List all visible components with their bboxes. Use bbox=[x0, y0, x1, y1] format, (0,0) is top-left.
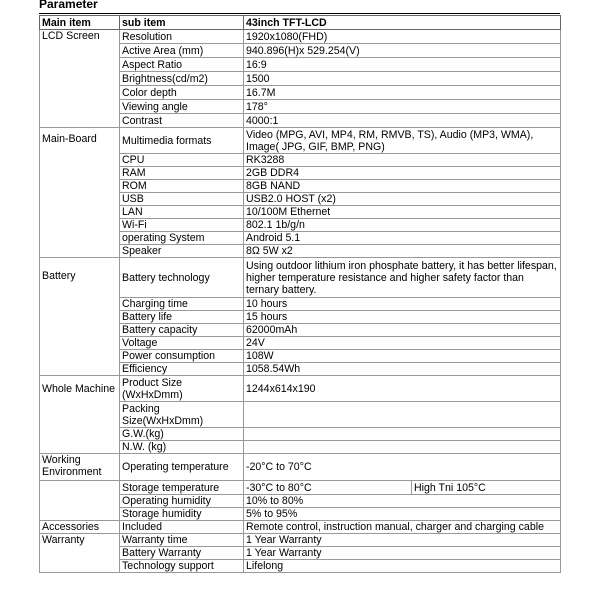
sub-item: Contrast bbox=[120, 114, 244, 128]
value: 5% to 95% bbox=[244, 508, 561, 521]
table-row bbox=[40, 376, 561, 402]
group-main-board: Main-Board bbox=[40, 128, 120, 258]
sub-item: Product Size (WxHxDmm) bbox=[120, 376, 244, 402]
sub-item: Efficiency bbox=[120, 363, 244, 376]
header-value: 43inch TFT-LCD bbox=[244, 16, 561, 30]
sub-item: USB bbox=[120, 193, 244, 206]
value: Android 5.1 bbox=[244, 232, 561, 245]
sub-item: Battery capacity bbox=[120, 324, 244, 337]
page-title: Parameter bbox=[39, 0, 98, 11]
extra-value: High Tni 105°C bbox=[412, 481, 561, 495]
header-sub-item: sub item bbox=[120, 16, 244, 30]
value: 1920x1080(FHD) bbox=[244, 30, 561, 44]
table-row bbox=[40, 258, 561, 298]
value: 178° bbox=[244, 100, 561, 114]
sub-item: Warranty time bbox=[120, 534, 244, 547]
value: 8Ω 5W x2 bbox=[244, 245, 561, 258]
group-whole-machine: Whole Machine bbox=[40, 376, 120, 454]
sub-item: Active Area (mm) bbox=[120, 44, 244, 58]
value: -30°C to 80°C bbox=[244, 481, 412, 495]
value: 16:9 bbox=[244, 58, 561, 72]
value: 940.896(H)x 529.254(V) bbox=[244, 44, 561, 58]
sub-item: CPU bbox=[120, 154, 244, 167]
sub-item: Battery Warranty bbox=[120, 547, 244, 560]
value: USB2.0 HOST (x2) bbox=[244, 193, 561, 206]
value bbox=[244, 428, 561, 441]
group-working-environment: Working Environment bbox=[40, 454, 120, 481]
value: 16.7M bbox=[244, 86, 561, 100]
sub-item: Technology support bbox=[120, 560, 244, 573]
header-main-item: Main item bbox=[40, 16, 120, 30]
table-row bbox=[40, 454, 561, 481]
sub-item: Storage humidity bbox=[120, 508, 244, 521]
sub-item: Packing Size(WxHxDmm) bbox=[120, 402, 244, 428]
value: 1 Year Warranty bbox=[244, 534, 561, 547]
title-rule bbox=[39, 13, 560, 14]
group-accessories: Accessories bbox=[40, 521, 120, 534]
value: Using outdoor lithium iron phosphate battery, it has better lifespan, higher temperature resistance and higher safety factor than ternary battery. bbox=[244, 258, 561, 298]
value: Lifelong bbox=[244, 560, 561, 573]
sub-item: Aspect Ratio bbox=[120, 58, 244, 72]
value: 1 Year Warranty bbox=[244, 547, 561, 560]
value: 62000mAh bbox=[244, 324, 561, 337]
sub-item: Color depth bbox=[120, 86, 244, 100]
group-battery: Battery bbox=[40, 258, 120, 376]
table-row bbox=[40, 128, 561, 154]
sub-item: Multimedia formats bbox=[120, 128, 244, 154]
sub-item: LAN bbox=[120, 206, 244, 219]
value: 8GB NAND bbox=[244, 180, 561, 193]
sub-item: Resolution bbox=[120, 30, 244, 44]
spec-table bbox=[39, 15, 561, 573]
value bbox=[244, 402, 561, 428]
value: Video (MPG, AVI, MP4, RM, RMVB, TS), Audio (MP3, WMA), Image( JPG, GIF, BMP, PNG) bbox=[244, 128, 561, 154]
value bbox=[244, 441, 561, 454]
value: 1058.54Wh bbox=[244, 363, 561, 376]
sub-item: Operating humidity bbox=[120, 495, 244, 508]
value: 802.1 1b/g/n bbox=[244, 219, 561, 232]
sub-item: Power consumption bbox=[120, 350, 244, 363]
table-row bbox=[40, 521, 561, 534]
value: 24V bbox=[244, 337, 561, 350]
sub-item: Speaker bbox=[120, 245, 244, 258]
sub-item: Battery technology bbox=[120, 258, 244, 298]
sub-item: Voltage bbox=[120, 337, 244, 350]
sub-item: Wi-Fi bbox=[120, 219, 244, 232]
value: 10/100M Ethernet bbox=[244, 206, 561, 219]
sub-item: Included bbox=[120, 521, 244, 534]
value: -20°C to 70°C bbox=[244, 454, 561, 481]
sub-item: operating System bbox=[120, 232, 244, 245]
sub-item: Charging time bbox=[120, 298, 244, 311]
sub-item: G.W.(kg) bbox=[120, 428, 244, 441]
value: 1244x614x190 bbox=[244, 376, 561, 402]
value: 10% to 80% bbox=[244, 495, 561, 508]
sub-item: ROM bbox=[120, 180, 244, 193]
group-spacer bbox=[40, 481, 120, 521]
header-row bbox=[40, 16, 561, 30]
sub-item: Storage temperature bbox=[120, 481, 244, 495]
sub-item: Viewing angle bbox=[120, 100, 244, 114]
sub-item: Brightness(cd/m2) bbox=[120, 72, 244, 86]
value: 1500 bbox=[244, 72, 561, 86]
value: 4000:1 bbox=[244, 114, 561, 128]
sub-item: Battery life bbox=[120, 311, 244, 324]
value: 2GB DDR4 bbox=[244, 167, 561, 180]
group-lcd-screen: LCD Screen bbox=[40, 30, 120, 128]
sub-item: N.W. (kg) bbox=[120, 441, 244, 454]
value: 10 hours bbox=[244, 298, 561, 311]
value: Remote control, instruction manual, charger and charging cable bbox=[244, 521, 561, 534]
value: 108W bbox=[244, 350, 561, 363]
group-warranty: Warranty bbox=[40, 534, 120, 573]
sub-item: Operating temperature bbox=[120, 454, 244, 481]
value: 15 hours bbox=[244, 311, 561, 324]
table-row bbox=[40, 534, 561, 547]
table-row bbox=[40, 481, 561, 495]
value: RK3288 bbox=[244, 154, 561, 167]
sub-item: RAM bbox=[120, 167, 244, 180]
table-row bbox=[40, 30, 561, 44]
